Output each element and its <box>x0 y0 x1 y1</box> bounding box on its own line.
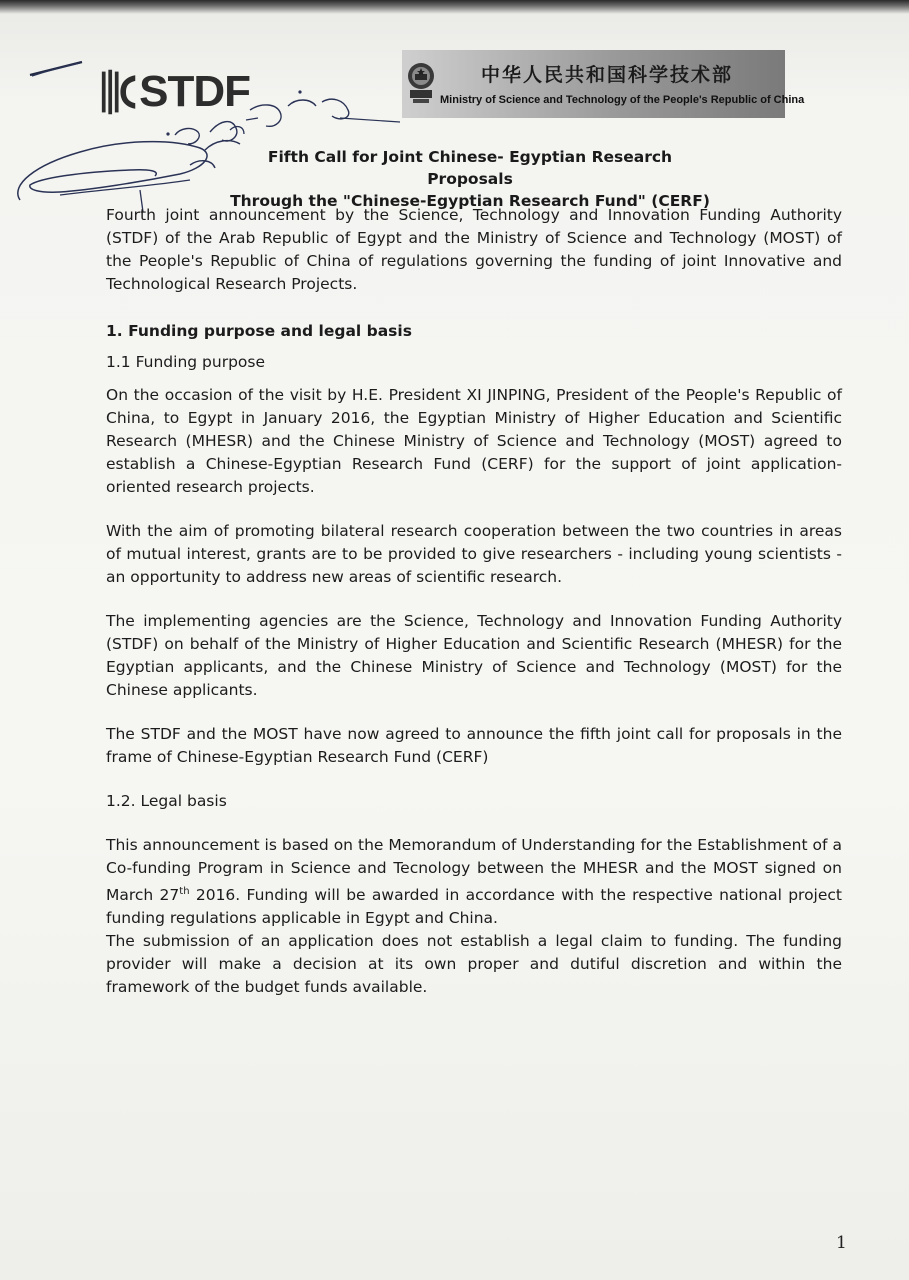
document-title <box>230 146 710 212</box>
funding-purpose-paragraph-4: The STDF and the MOST have now agreed to announce the fifth joint call for proposals in the frame of Chinese-Egyptian Research Fund (CERF) <box>106 725 842 766</box>
funding-purpose-paragraph-1: On the occasion of the visit by H.E. President XI JINPING, President of the People's Republic of China, to Egypt in January 2016, the Egyptian Ministry of Higher Education and Scientific Research (MHESR) and the Chinese Ministry of Science and Technology (MOST) agreed to establish a Chinese-Egyptian Research Fund (CERF) for the support of joint application-oriented research projects. <box>106 386 842 496</box>
section-1-1-heading: 1.1 Funding purpose <box>106 353 265 371</box>
funding-purpose-paragraph-3: The implementing agencies are the Science, Technology and Innovation Funding Authority (STDF) on behalf of the Ministry of Higher Education and Scientific Research (MHESR) for the Egyptian applicants, and the Chinese Ministry of Science and Technology (MOST) for the Chinese applicants. <box>106 612 842 699</box>
national-emblem-icon <box>406 58 436 106</box>
stdf-logo-mark-icon <box>100 64 137 120</box>
title-line-2: Through the "Chinese-Egyptian Research Fund" (CERF) <box>230 192 710 210</box>
most-header-banner <box>402 50 805 118</box>
stdf-logo <box>100 62 250 122</box>
stdf-logo-text: STDF <box>139 67 250 116</box>
document-body <box>106 204 842 999</box>
most-english-title: Ministry of Science and Technology of the People's Republic of China <box>440 94 805 106</box>
section-1-2-heading: 1.2. Legal basis <box>106 792 227 810</box>
legal-basis-text-part-2: 2016. Funding will be awarded in accordance with the respective national project funding regulations applicable in Egypt and China. <box>106 886 842 928</box>
section-1-heading: 1. Funding purpose and legal basis <box>106 322 412 340</box>
date-superscript: th <box>179 886 190 897</box>
legal-basis-text-part-1: This announcement is based on the Memorandum of Understanding for the Establishment of a Co-funding Program in Science and Tecnology between the MHESR and the MOST signed on March 27 <box>106 836 842 905</box>
page-number: 1 <box>836 1233 847 1253</box>
legal-basis-paragraph-2: The submission of an application does not establish a legal claim to funding. The funding provider will make a decision at its own proper and dutiful discretion and within the framework of the budget funds available. <box>106 932 842 997</box>
funding-purpose-paragraph-2: With the aim of promoting bilateral research cooperation between the two countries in areas of mutual interest, grants are to be provided to give researchers - including young scientists - an opportunity to address new areas of scientific research. <box>106 522 842 586</box>
legal-basis-paragraph-1 <box>106 834 842 930</box>
most-chinese-title: 中华人民共和国科学技术部 <box>480 64 733 86</box>
intro-paragraph: Fourth joint announcement by the Science, Technology and Innovation Funding Authority (STDF) of the Arab Republic of Egypt and the Ministry of Science and Technology (MOST) of the People's Republic of China of regulations governing the funding of joint Innovative and Technological Research Projects. <box>106 206 842 293</box>
scan-edge-shadow <box>0 0 909 14</box>
title-line-1: Fifth Call for Joint Chinese- Egyptian Research Proposals <box>267 148 673 188</box>
